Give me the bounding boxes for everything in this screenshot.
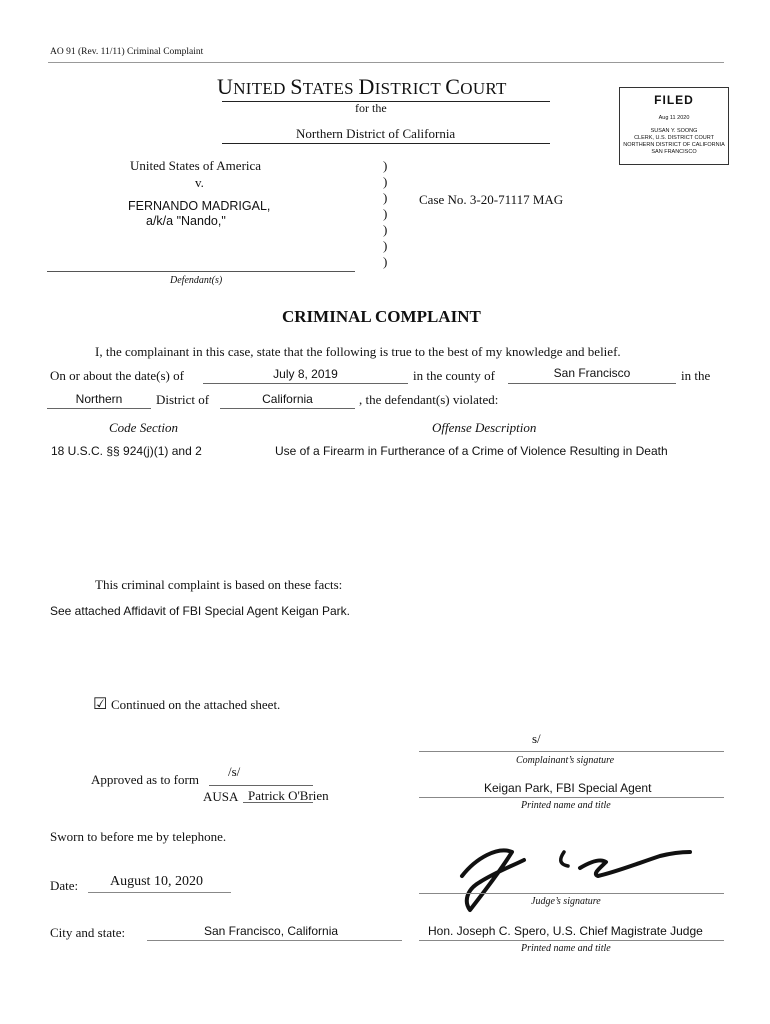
- paren: ): [383, 254, 388, 269]
- paren: ): [383, 158, 388, 173]
- county-field: San Francisco: [553, 366, 631, 380]
- document-heading: CRIMINAL COMPLAINT: [282, 307, 481, 326]
- offense-description-header: Offense Description: [432, 420, 537, 435]
- date-label: Date:: [50, 878, 79, 893]
- paren: ): [383, 206, 388, 221]
- facts-intro: This criminal complaint is based on these facts:: [95, 577, 343, 592]
- filed-date: Aug 11 2020: [658, 115, 690, 121]
- offense-date-rule: [203, 383, 408, 384]
- city-state-label: City and state:: [50, 925, 126, 940]
- filed-label: FILED: [654, 93, 694, 107]
- paren: ): [383, 190, 388, 205]
- paren: ): [383, 174, 388, 189]
- facts-value: See attached Affidavit of FBI Special Agent Keigan Park.: [50, 604, 350, 618]
- judge-name-rule: [419, 940, 724, 941]
- city-state-value: San Francisco, California: [204, 924, 339, 938]
- stamp-district: NORTHERN DISTRICT OF CALIFORNIA: [623, 142, 725, 148]
- court-title: UNITED STATES DISTRICT COURT: [217, 74, 507, 99]
- complainant-signature: s/: [532, 731, 541, 746]
- paren: ): [383, 222, 388, 237]
- versus: v.: [195, 175, 204, 190]
- clerk-title: CLERK, U.S. DISTRICT COURT: [634, 135, 714, 141]
- judge-sig-label: Judge’s signature: [531, 896, 601, 907]
- judge-name: Hon. Joseph C. Spero, U.S. Chief Magistrate Judge: [428, 924, 703, 938]
- code-section-header: Code Section: [109, 420, 178, 435]
- district-name: Northern District of California: [296, 126, 456, 141]
- approved-rule: [209, 785, 313, 786]
- ausa-rule: [243, 802, 313, 803]
- stamp-city: SAN FRANCISCO: [651, 149, 697, 155]
- violated-label: , the defendant(s) violated:: [359, 392, 499, 407]
- form-id: AO 91 (Rev. 11/11) Criminal Complaint: [50, 47, 204, 57]
- ausa-name: Patrick O'Brien: [248, 788, 329, 803]
- complainant-sig-label: Complainant’s signature: [516, 755, 615, 766]
- complainant-name: Keigan Park, FBI Special Agent: [484, 781, 652, 795]
- complainant-name-rule: [419, 797, 724, 798]
- for-the: for the: [355, 101, 387, 115]
- continued-checkbox: ☑: [93, 696, 108, 713]
- defendant-aka: a/k/a "Nando,": [146, 214, 226, 228]
- paren: ): [383, 238, 388, 253]
- ausa-label: AUSA: [203, 789, 239, 804]
- district-rule: [222, 143, 550, 144]
- complainant-printed-label: Printed name and title: [521, 800, 611, 811]
- complainant-sig-rule: [419, 751, 724, 752]
- state-field: California: [262, 392, 313, 406]
- judge-sig-rule: [419, 893, 724, 894]
- on-or-about-label: On or about the date(s) of: [50, 368, 184, 383]
- header-rule: [48, 62, 724, 63]
- district-rule-field: [47, 408, 151, 409]
- intro-statement: I, the complainant in this case, state that the following is true to the best of my knowledge and belief.: [95, 344, 621, 359]
- continued-label: Continued on the attached sheet.: [111, 697, 281, 712]
- city-state-rule: [147, 940, 402, 941]
- clerk-name: SUSAN Y. SOONG: [650, 128, 698, 134]
- judge-printed-label: Printed name and title: [521, 943, 611, 954]
- approved-label: Approved as to form: [91, 772, 199, 787]
- offense-description-value: Use of a Firearm in Furtherance of a Crime of Violence Resulting in Death: [275, 444, 668, 458]
- case-number: Case No. 3-20-71117 MAG: [419, 192, 564, 207]
- sworn-statement: Sworn to before me by telephone.: [50, 829, 227, 844]
- state-rule: [220, 408, 355, 409]
- plaintiff-name: United States of America: [130, 158, 262, 173]
- filed-stamp: [619, 87, 729, 165]
- approved-signature: /s/: [228, 764, 241, 779]
- county-rule: [508, 383, 676, 384]
- district-of-label: District of: [156, 392, 210, 407]
- signing-date: August 10, 2020: [110, 874, 203, 889]
- county-label: in the county of: [413, 368, 495, 383]
- district-field: Northern: [75, 392, 123, 406]
- in-the-label: in the: [681, 368, 711, 383]
- date-rule: [88, 892, 231, 893]
- defendant-name: FERNANDO MADRIGAL,: [128, 199, 271, 213]
- offense-date-field: July 8, 2019: [273, 367, 338, 381]
- defendant-rule: [47, 271, 355, 272]
- defendant-label: Defendant(s): [170, 275, 223, 286]
- code-section-value: 18 U.S.C. §§ 924(j)(1) and 2: [51, 444, 202, 458]
- caption-parens: [383, 158, 387, 270]
